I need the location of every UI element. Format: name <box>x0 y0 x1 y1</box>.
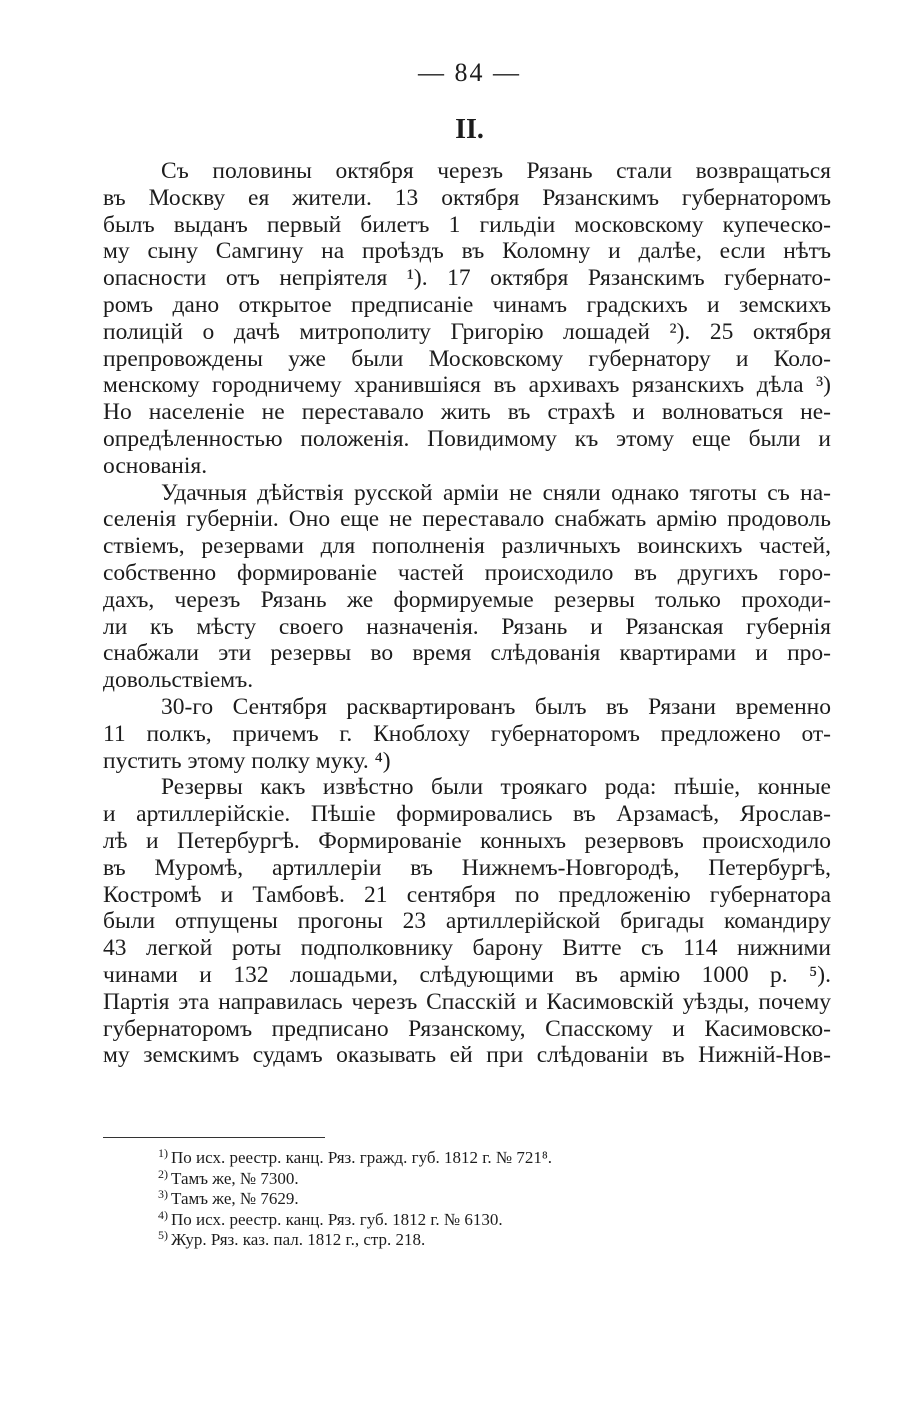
text-line: снабжали эти резервы во время слѣдованія квартирами и про- <box>103 640 831 667</box>
footnote-text: Тамъ же, № 7300. <box>171 1168 299 1188</box>
text-line: были отпущены прогоны 23 артиллерійской бригады командиру <box>103 908 831 935</box>
text-line: 30-го Сентября расквартированъ былъ въ Рязани временно <box>161 693 831 720</box>
footnote-text: Жур. Ряз. каз. пал. 1812 г., стр. 218. <box>171 1230 426 1249</box>
footnote <box>158 1207 758 1231</box>
section-heading: II. <box>455 114 484 145</box>
text-line: ромъ дано открытое предписаніе чинамъ градскихъ и земскихъ <box>103 291 831 318</box>
footnote-divider <box>103 1137 325 1138</box>
text-line: лѣ и Петербургѣ. Формированіе конныхъ резервовъ происходило <box>103 827 831 854</box>
footnote-mark: 4) <box>158 1207 168 1222</box>
text-line: препровождены уже были Московскому губернатору и Коло- <box>103 345 831 372</box>
footnote-mark: 5) <box>158 1228 168 1242</box>
text-line: Удачныя дѣйствія русской арміи не сняли однако тяготы съ на- <box>161 479 831 506</box>
text-line: дахъ, черезъ Рязань же формируемые резервы только проходи- <box>103 586 831 613</box>
footnote <box>158 1189 758 1210</box>
text-line: опредѣленностью положенія. Повидимому къ этому еще были и <box>103 425 831 452</box>
footnote-text: По исх. реестр. канц. Ряз. губ. 1812 г. № 6130. <box>171 1209 503 1229</box>
text-line: 43 легкой роты подполковнику барону Витте съ 114 нижними <box>103 935 831 962</box>
text-line: Костромѣ и Тамбовѣ. 21 сентября по предложенію губернатора <box>103 881 831 908</box>
text-line: опасности отъ непріятеля ¹). 17 октября Рязанскимъ губернато- <box>103 265 831 292</box>
text-line: ли къ мѣсту своего назначенія. Рязань и Рязанская губернія <box>103 613 831 640</box>
text-line: довольствіемъ. <box>103 667 254 694</box>
text-line: селенія губерніи. Оно еще не переставало снабжать армію продоволь <box>103 506 831 533</box>
footnote <box>158 1166 758 1190</box>
text-line: губернаторомъ предписано Рязанскому, Спасскому и Касимовско- <box>103 1015 831 1042</box>
footnote-text: По исх. реестр. канц. Ряз. гражд. губ. 1812 г. № 721⁸. <box>171 1148 552 1167</box>
text-line: ствіемъ, резервами для пополненія различныхъ воинскихъ частей, <box>103 533 831 560</box>
text-line: въ Москву ея жители. 13 октября Рязанскимъ губернаторомъ <box>103 184 831 211</box>
text-line: собственно формированіе частей происходило въ другихъ горо- <box>103 559 831 586</box>
text-line: му сыну Самгину на проѣздъ въ Коломну и далѣе, если нѣтъ <box>103 238 831 265</box>
body-text <box>103 158 831 1069</box>
text-line: былъ выданъ первый билетъ 1 гильдіи московскому купеческо- <box>103 211 831 238</box>
text-line: му земскимъ судамъ оказывать ей при слѣдованіи въ Нижній-Нов- <box>103 1042 831 1069</box>
footnote <box>158 1148 758 1169</box>
text-line: Партія эта направилась черезъ Спасскій и Касимовскій уѣзды, почему <box>103 988 831 1015</box>
footnote-text: Тамъ же, № 7629. <box>171 1189 299 1208</box>
footnote-mark: 3) <box>158 1187 168 1201</box>
text-line: полицій о дачѣ митрополиту Григорію лошадей ²). 25 октября <box>103 318 831 345</box>
text-line: Съ половины октября черезъ Рязань стали возвращаться <box>161 158 831 184</box>
text-line: менскому городничему хранившіяся въ архивахъ рязанскихъ дѣла ³) <box>103 372 831 399</box>
text-line: 11 полкъ, причемъ г. Кноблоху губернаторомъ предложено от- <box>103 720 831 747</box>
page-number: — 84 — <box>418 58 521 87</box>
footnote-mark: 1) <box>158 1146 168 1160</box>
text-line: пустить этому полку муку. ⁴) <box>103 747 391 774</box>
text-line: Резервы какъ извѣстно были троякаго рода: пѣшіе, конные <box>161 774 831 801</box>
text-line: чинами и 132 лошадьми, слѣдующими въ армію 1000 р. ⁵). <box>103 961 831 988</box>
text-line: въ Муромѣ, артиллеріи въ Нижнемъ-Новгородѣ, Петербургѣ, <box>103 854 831 881</box>
footnotes <box>158 1148 758 1251</box>
text-line: и артиллерійскіе. Пѣшіе формировались въ Арзамасѣ, Ярослав- <box>103 801 831 828</box>
footnote <box>158 1230 758 1251</box>
text-line: основанія. <box>103 452 208 479</box>
footnote-mark: 2) <box>158 1166 168 1181</box>
text-line: Но населеніе не переставало жить въ страхѣ и волноваться не- <box>103 399 831 426</box>
